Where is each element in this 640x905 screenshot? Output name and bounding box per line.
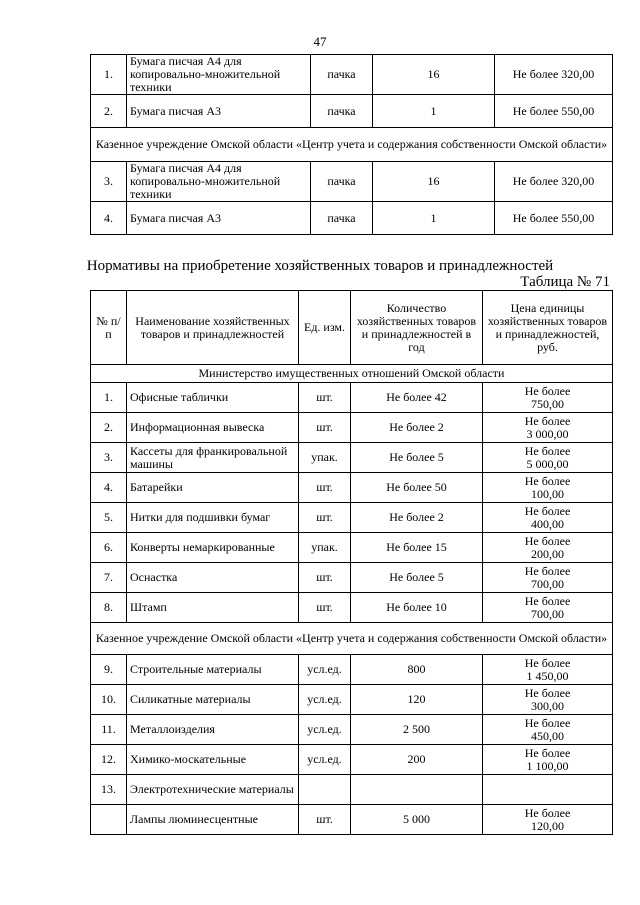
cell-qty: 200 xyxy=(351,745,483,775)
cell-unit: пачка xyxy=(311,55,373,95)
cell-qty: Не более 15 xyxy=(351,533,483,563)
table-row xyxy=(91,95,613,128)
cell-name: Бумага писчая А4 для копировально-множительной техники xyxy=(127,162,311,202)
price-prefix: Не более xyxy=(524,655,571,670)
cell-unit: шт. xyxy=(299,473,351,503)
cell-price xyxy=(483,655,613,685)
cell-price xyxy=(483,413,613,443)
table-row xyxy=(91,55,613,95)
table-row xyxy=(91,715,613,745)
org-row xyxy=(91,623,613,655)
cell-num: 4. xyxy=(91,202,127,235)
cell-qty: 1 xyxy=(373,95,495,128)
price-value: 300,00 xyxy=(531,698,564,713)
cell-name: Бумага писчая А3 xyxy=(127,95,311,128)
cell-unit: пачка xyxy=(311,95,373,128)
cell-qty: 800 xyxy=(351,655,483,685)
cell-num: 2. xyxy=(91,95,127,128)
cell-num: 3. xyxy=(91,162,127,202)
price-value: 3 000,00 xyxy=(526,426,569,441)
cell-price xyxy=(483,533,613,563)
cell-qty: Не более 5 xyxy=(351,563,483,593)
cell-price: Не более 320,00 xyxy=(495,162,613,202)
table-row xyxy=(91,745,613,775)
cell-price xyxy=(483,805,613,835)
price-prefix: Не более xyxy=(524,715,571,730)
header-qty: Количество хозяйственных товаров и принадлежностей в год xyxy=(351,291,483,365)
main-table-rows-a xyxy=(91,383,613,623)
top-table-rows-a xyxy=(91,55,613,128)
price-prefix: Не более xyxy=(524,413,571,428)
price-prefix: Не более xyxy=(524,593,571,608)
price-prefix: Не более xyxy=(524,745,571,760)
price-value: 450,00 xyxy=(531,728,564,743)
cell-price xyxy=(483,593,613,623)
cell-unit: шт. xyxy=(299,563,351,593)
cell-unit: пачка xyxy=(311,202,373,235)
cell-price xyxy=(483,685,613,715)
table-row xyxy=(91,202,613,235)
price-prefix: Не более xyxy=(524,685,571,700)
cell-qty: 5 000 xyxy=(351,805,483,835)
cell-price xyxy=(483,745,613,775)
cell-unit: усл.ед. xyxy=(299,715,351,745)
cell-name: Химико-москательные xyxy=(127,745,299,775)
cell-qty: 16 xyxy=(373,55,495,95)
cell-num: 11. xyxy=(91,715,127,745)
cell-num: 1. xyxy=(91,383,127,413)
table-row xyxy=(91,443,613,473)
org-name: Казенное учреждение Омской области «Центр учета и содержания собственности Омской области» xyxy=(91,623,613,655)
cell-price: Не более 550,00 xyxy=(495,202,613,235)
cell-qty: 16 xyxy=(373,162,495,202)
cell-num: 6. xyxy=(91,533,127,563)
cell-unit: усл.ед. xyxy=(299,685,351,715)
cell-num: 13. xyxy=(91,775,127,805)
cell-name: Штамп xyxy=(127,593,299,623)
cell-num: 1. xyxy=(91,55,127,95)
price-prefix: Не более xyxy=(524,383,571,398)
table-row xyxy=(91,503,613,533)
table-row xyxy=(91,775,613,805)
table-row xyxy=(91,685,613,715)
cell-name: Офисные таблички xyxy=(127,383,299,413)
org-row xyxy=(91,365,613,383)
table-row xyxy=(91,413,613,443)
cell-unit: усл.ед. xyxy=(299,655,351,685)
main-table xyxy=(90,290,613,835)
price-value: 5 000,00 xyxy=(526,456,569,471)
cell-price: Не более 320,00 xyxy=(495,55,613,95)
table-row xyxy=(91,162,613,202)
price-prefix: Не более xyxy=(524,533,571,548)
cell-name: Электротехнические материалы xyxy=(127,775,299,805)
section-title: Нормативы на приобретение хозяйственных товаров и принадлежностей xyxy=(86,258,554,274)
cell-name: Бумага писчая А3 xyxy=(127,202,311,235)
cell-name: Лампы люминесцентные xyxy=(127,805,299,835)
cell-name: Строительные материалы xyxy=(127,655,299,685)
price-prefix: Не более xyxy=(524,805,571,820)
cell-unit: шт. xyxy=(299,805,351,835)
table-row xyxy=(91,473,613,503)
cell-unit: шт. xyxy=(299,383,351,413)
header-num: № п/п xyxy=(91,291,127,365)
price-value: 120,00 xyxy=(531,818,564,833)
cell-price xyxy=(483,503,613,533)
table-row xyxy=(91,655,613,685)
price-prefix: Не более xyxy=(524,473,571,488)
table-row xyxy=(91,805,613,835)
cell-name: Бумага писчая А4 для копировально-множительной техники xyxy=(127,55,311,95)
header-name: Наименование хозяйственных товаров и принадлежностей xyxy=(127,291,299,365)
cell-price: Не более 550,00 xyxy=(495,95,613,128)
table-label: Таблица № 71 xyxy=(520,274,610,290)
main-table-rows-b xyxy=(91,655,613,835)
cell-price xyxy=(483,563,613,593)
cell-qty: Не более 2 xyxy=(351,503,483,533)
cell-num: 2. xyxy=(91,413,127,443)
cell-name: Батарейки xyxy=(127,473,299,503)
cell-num: 9. xyxy=(91,655,127,685)
cell-num: 10. xyxy=(91,685,127,715)
cell-num xyxy=(91,805,127,835)
cell-num: 7. xyxy=(91,563,127,593)
cell-qty: Не более 5 xyxy=(351,443,483,473)
cell-unit: шт. xyxy=(299,503,351,533)
price-prefix: Не более xyxy=(524,443,571,458)
price-value: 700,00 xyxy=(531,576,564,591)
cell-price xyxy=(483,383,613,413)
cell-price xyxy=(483,775,613,805)
header-unit: Ед. изм. xyxy=(299,291,351,365)
org-name: Министерство имущественных отношений Омской области xyxy=(91,365,613,383)
cell-unit: пачка xyxy=(311,162,373,202)
price-value: 1 450,00 xyxy=(526,668,569,683)
cell-name: Оснастка xyxy=(127,563,299,593)
cell-qty: Не более 42 xyxy=(351,383,483,413)
price-prefix: Не более xyxy=(524,503,571,518)
cell-unit: усл.ед. xyxy=(299,745,351,775)
cell-qty: Не более 10 xyxy=(351,593,483,623)
table-row xyxy=(91,533,613,563)
price-prefix: Не более xyxy=(524,563,571,578)
cell-num: 8. xyxy=(91,593,127,623)
table-row xyxy=(91,383,613,413)
cell-name: Кассеты для франкировальной машины xyxy=(127,443,299,473)
table-row xyxy=(91,593,613,623)
cell-num: 5. xyxy=(91,503,127,533)
cell-price xyxy=(483,715,613,745)
cell-qty: 120 xyxy=(351,685,483,715)
org-row xyxy=(91,128,613,162)
cell-qty: Не более 2 xyxy=(351,413,483,443)
price-value: 400,00 xyxy=(531,516,564,531)
price-value: 200,00 xyxy=(531,546,564,561)
price-value: 750,00 xyxy=(531,396,564,411)
org-name: Казенное учреждение Омской области «Центр учета и содержания собственности Омской области» xyxy=(91,128,613,162)
cell-name: Нитки для подшивки бумаг xyxy=(127,503,299,533)
cell-num: 4. xyxy=(91,473,127,503)
cell-qty xyxy=(351,775,483,805)
price-value: 700,00 xyxy=(531,606,564,621)
cell-unit xyxy=(299,775,351,805)
cell-name: Металлоизделия xyxy=(127,715,299,745)
cell-unit: шт. xyxy=(299,593,351,623)
header-price: Цена единицы хозяйственных товаров и принадлежностей, руб. xyxy=(483,291,613,365)
cell-unit: шт. xyxy=(299,413,351,443)
cell-name: Конверты немаркированные xyxy=(127,533,299,563)
cell-qty: 2 500 xyxy=(351,715,483,745)
page-number: 47 xyxy=(313,34,327,49)
table-header-row xyxy=(91,291,613,365)
cell-unit: упак. xyxy=(299,443,351,473)
price-value: 100,00 xyxy=(531,486,564,501)
cell-name: Информационная вывеска xyxy=(127,413,299,443)
cell-price xyxy=(483,473,613,503)
cell-qty: Не более 50 xyxy=(351,473,483,503)
top-table xyxy=(90,54,613,235)
cell-num: 3. xyxy=(91,443,127,473)
price-value: 1 100,00 xyxy=(526,758,569,773)
cell-num: 12. xyxy=(91,745,127,775)
top-table-rows-b xyxy=(91,162,613,235)
cell-price xyxy=(483,443,613,473)
cell-unit: упак. xyxy=(299,533,351,563)
cell-name: Силикатные материалы xyxy=(127,685,299,715)
cell-qty: 1 xyxy=(373,202,495,235)
table-row xyxy=(91,563,613,593)
